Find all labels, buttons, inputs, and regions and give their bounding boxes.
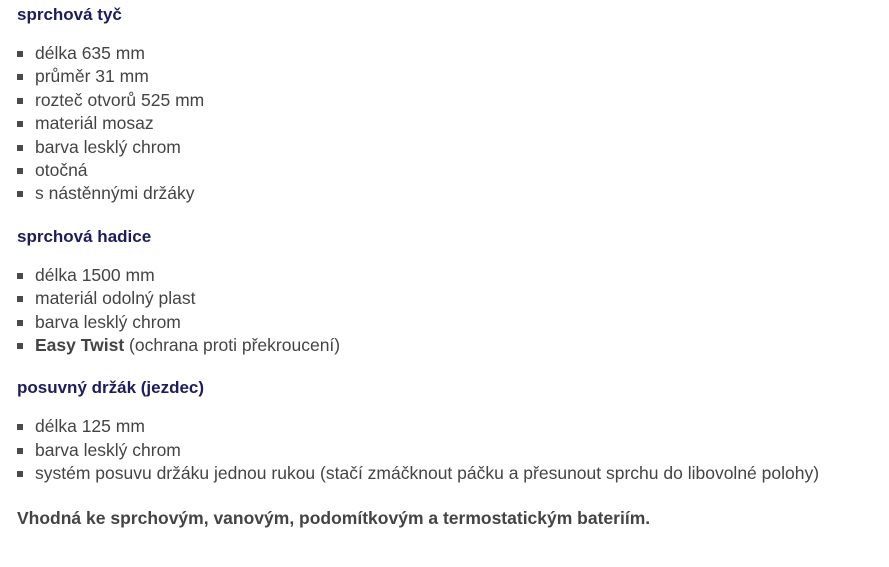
list-item (17, 89, 889, 112)
square-bullet-icon (17, 273, 23, 279)
spec-text: délka 125 mm (35, 416, 145, 437)
feature-name: Easy Twist (35, 335, 125, 356)
spec-list-shower-hose (17, 264, 889, 358)
spec-text: barva lesklý chrom (35, 136, 181, 157)
spec-text: s nástěnnými držáky (35, 183, 195, 204)
list-item (17, 264, 889, 287)
spec-text: rozteč otvorů 525 mm (35, 89, 205, 110)
square-bullet-icon (17, 98, 23, 104)
square-bullet-icon (17, 168, 23, 174)
compatibility-note: Vhodná ke sprchovým, vanovým, podomítkovým a termostatickým bateriím. (17, 507, 651, 528)
square-bullet-icon (17, 448, 23, 454)
spec-text: délka 635 mm (35, 43, 145, 63)
section-heading-shower-hose: sprchová hadice (17, 226, 152, 246)
list-item (17, 136, 889, 159)
square-bullet-icon (17, 296, 23, 302)
section-heading-shower-bar: sprchová tyč (17, 5, 122, 24)
spec-text: délka 1500 mm (35, 264, 155, 285)
list-item (17, 439, 889, 462)
square-bullet-icon (17, 191, 23, 197)
spec-text: barva lesklý chrom (35, 439, 181, 460)
spec-list-shower-bar (17, 42, 889, 206)
list-item (17, 159, 889, 182)
list-item (17, 334, 889, 357)
square-bullet-icon (17, 74, 23, 80)
spec-text: materiál mosaz (35, 113, 154, 134)
list-item (17, 42, 889, 65)
spec-list-slider-holder (17, 415, 889, 485)
list-item (17, 65, 889, 88)
square-bullet-icon (17, 343, 23, 349)
spec-text: průměr 31 mm (35, 66, 149, 87)
list-item (17, 287, 889, 310)
square-bullet-icon (17, 320, 23, 326)
square-bullet-icon (17, 424, 23, 430)
spec-text: systém posuvu držáku jednou rukou (stačí zmáčknout páčku a přesunout sprchu do libovolné polohy) (35, 463, 820, 484)
square-bullet-icon (17, 51, 23, 57)
square-bullet-icon (17, 121, 23, 127)
spec-text: barva lesklý chrom (35, 311, 181, 332)
list-item (17, 112, 889, 135)
section-heading-slider-holder: posuvný držák (jezdec) (17, 378, 205, 398)
list-item (17, 415, 889, 438)
list-item (17, 182, 889, 205)
spec-text: materiál odolný plast (35, 288, 196, 309)
list-item (17, 462, 889, 485)
spec-text: (ochrana proti překroucení) (124, 335, 341, 356)
spec-text: otočná (35, 160, 88, 181)
square-bullet-icon (17, 145, 23, 151)
list-item (17, 311, 889, 334)
square-bullet-icon (17, 471, 23, 477)
